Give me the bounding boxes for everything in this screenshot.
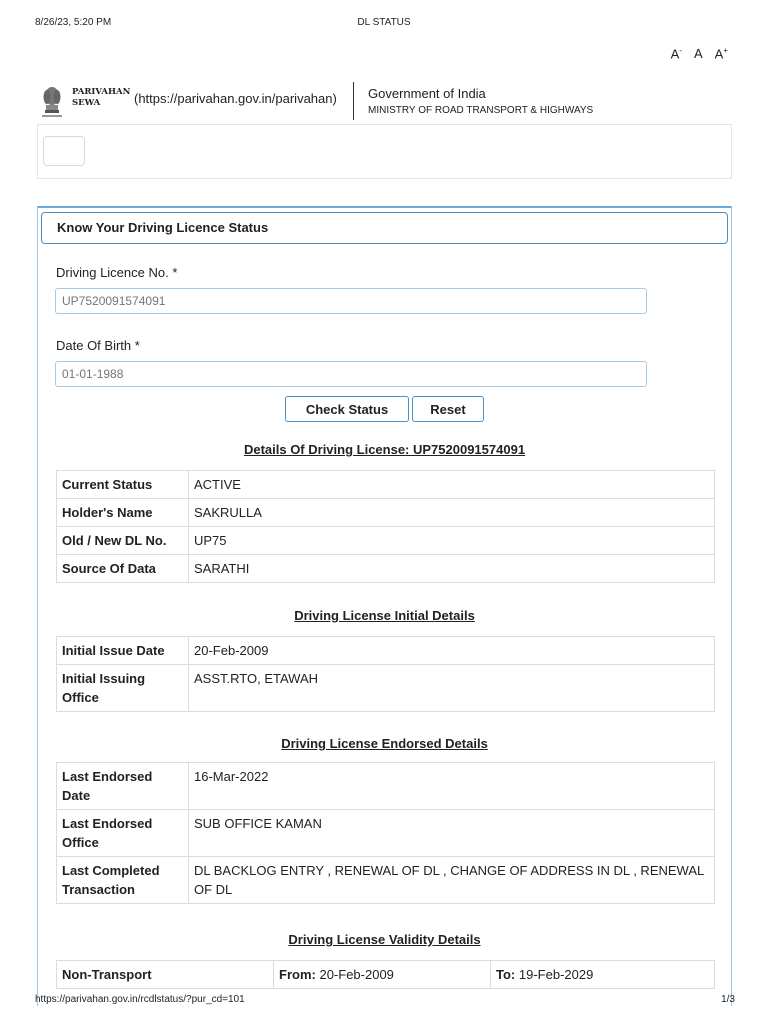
table-row (57, 499, 715, 527)
increase-font-sign: + (723, 46, 728, 55)
from-value: 20-Feb-2009 (319, 967, 394, 982)
row-value: 20-Feb-2009 (189, 637, 715, 665)
dob-input[interactable] (55, 361, 647, 387)
validity-from (274, 961, 491, 989)
table-row (57, 555, 715, 583)
normal-font-button[interactable]: A (693, 46, 703, 61)
table-row (57, 637, 715, 665)
increase-font-button[interactable] (715, 46, 728, 61)
increase-font-letter: A (714, 46, 724, 62)
print-header (0, 17, 768, 31)
endorsed-section-title: Driving License Endorsed Details (281, 736, 488, 751)
menu-toggle-button[interactable] (43, 136, 85, 166)
print-footer (0, 994, 768, 1008)
row-key: Holder's Name (57, 499, 189, 527)
parivahan-text: PARIVAHAN (72, 87, 131, 97)
dl-number-input[interactable] (55, 288, 647, 314)
validity-to (491, 961, 715, 989)
row-value: SUB OFFICE KAMAN (189, 810, 715, 857)
row-key: Current Status (57, 471, 189, 499)
print-page-number: 1/3 (721, 994, 735, 1005)
table-row (57, 857, 715, 904)
site-header (38, 82, 728, 122)
reset-button[interactable]: Reset (412, 396, 484, 422)
font-size-controls (671, 46, 728, 61)
row-value: UP75 (189, 527, 715, 555)
dl-status-panel (37, 206, 732, 1006)
sewa-text: SEWA (72, 98, 101, 108)
table-row (57, 961, 715, 989)
row-value: ASST.RTO, ETAWAH (189, 665, 715, 712)
row-key: Initial Issuing Office (57, 665, 189, 712)
table-row (57, 810, 715, 857)
table-row (57, 763, 715, 810)
details-section-title: Details Of Driving License: UP7520091574091 (243, 442, 526, 457)
from-label: From: (279, 967, 316, 982)
decrease-font-sign: - (679, 46, 682, 55)
row-value: 16-Mar-2022 (189, 763, 715, 810)
print-page-title: DL STATUS (357, 17, 411, 28)
row-value: SAKRULLA (189, 499, 715, 527)
government-name: Government of India (368, 86, 486, 101)
row-key: Source Of Data (57, 555, 189, 583)
row-key: Initial Issue Date (57, 637, 189, 665)
decrease-font-letter: A (670, 46, 680, 62)
check-status-button[interactable]: Check Status (285, 396, 409, 422)
row-key: Last Endorsed Date (57, 763, 189, 810)
to-label: To: (496, 967, 516, 982)
decrease-font-button[interactable] (671, 46, 682, 61)
table-row (57, 527, 715, 555)
table-row (57, 471, 715, 499)
parivahan-link[interactable]: (https://parivahan.gov.in/parivahan) (134, 91, 337, 106)
details-table (56, 470, 715, 583)
row-value: ACTIVE (189, 471, 715, 499)
dl-number-label: Driving Licence No. * (56, 265, 178, 280)
validity-details-table (56, 960, 715, 989)
initial-section-title: Driving License Initial Details (294, 608, 475, 623)
dob-label: Date Of Birth * (56, 338, 140, 353)
row-key: Last Endorsed Office (57, 810, 189, 857)
row-value: DL BACKLOG ENTRY , RENEWAL OF DL , CHANGE OF ADDRESS IN DL , RENEWAL OF DL (189, 857, 715, 904)
print-url: https://parivahan.gov.in/rcdlstatus/?pur_cd=101 (35, 994, 245, 1005)
validity-section-title: Driving License Validity Details (288, 932, 481, 947)
row-value: SARATHI (189, 555, 715, 583)
parivahan-sewa-logo-text (72, 87, 130, 109)
header-divider (353, 82, 354, 120)
initial-details-table (56, 636, 715, 712)
validity-class: Non-Transport (57, 961, 274, 989)
navigation-bar (37, 124, 732, 179)
to-value: 19-Feb-2029 (518, 967, 594, 982)
ministry-name: MINISTRY OF ROAD TRANSPORT & HIGHWAYS (368, 105, 594, 116)
row-key: Old / New DL No. (57, 527, 189, 555)
panel-heading: Know Your Driving Licence Status (41, 212, 728, 244)
endorsed-details-table (56, 762, 715, 904)
table-row (57, 665, 715, 712)
national-emblem-icon (40, 84, 64, 120)
row-key: Last Completed Transaction (57, 857, 189, 904)
print-timestamp: 8/26/23, 5:20 PM (35, 17, 112, 28)
